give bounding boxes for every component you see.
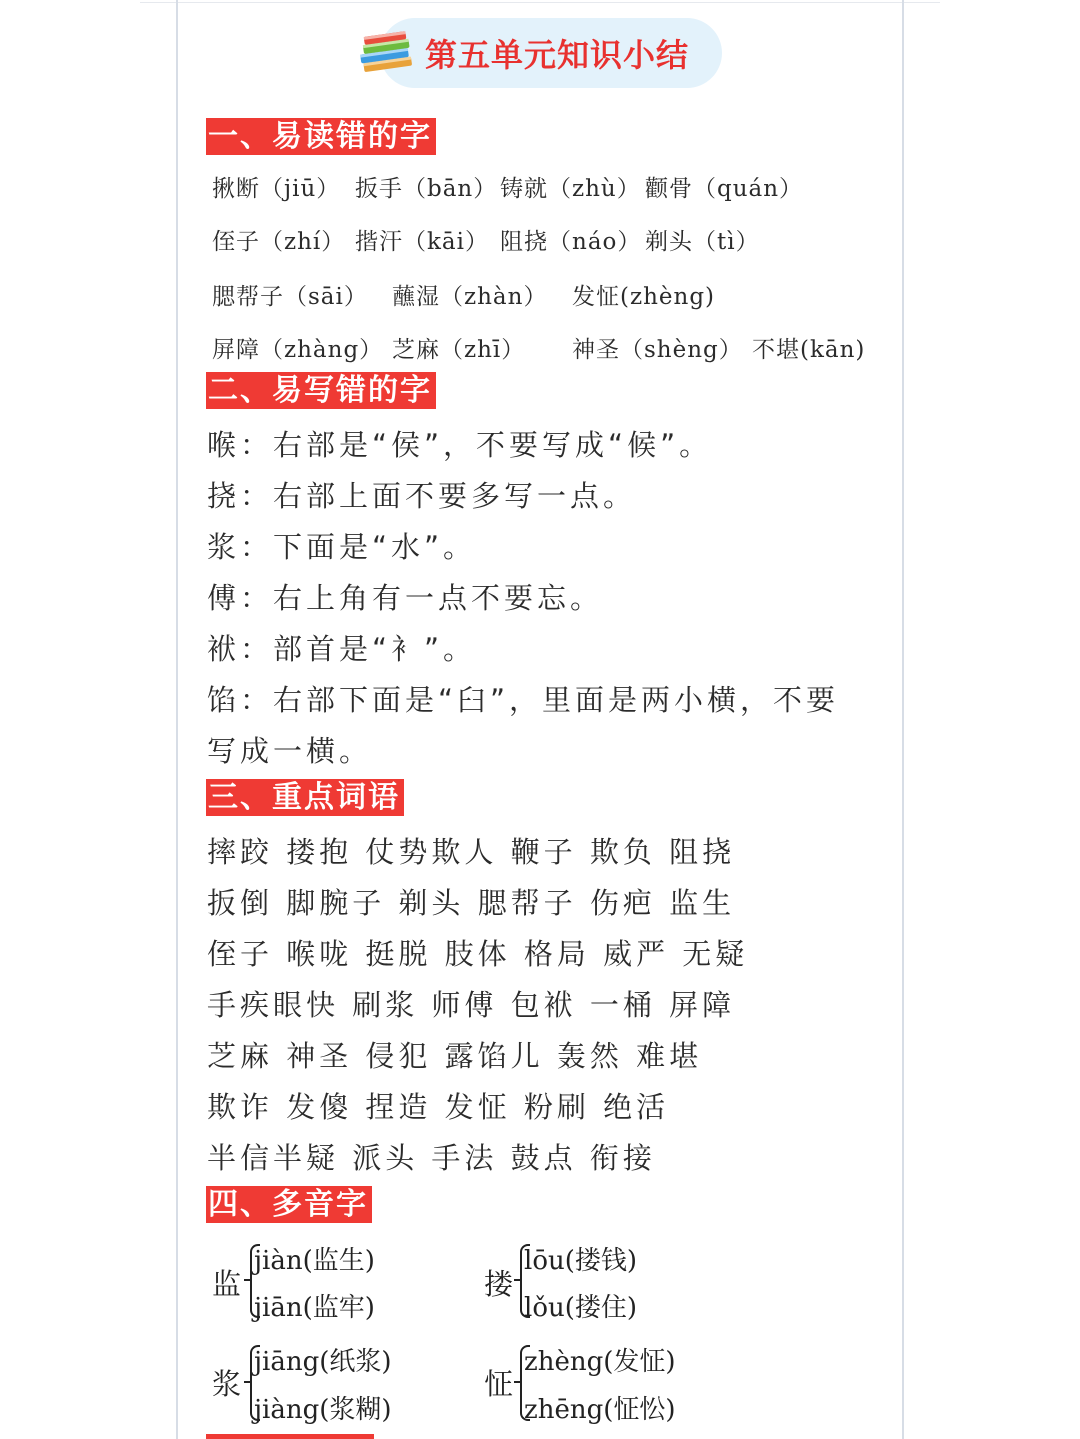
- text-line: 写成一横。: [207, 734, 373, 768]
- word-line: 半信半疑 派头 手法 鼓点 衔接: [207, 1141, 656, 1175]
- polyphonic-reading: jiàn(监生): [254, 1246, 375, 1276]
- brace-tip: [514, 1279, 520, 1281]
- top-rule: [140, 2, 940, 3]
- brace-tip: [244, 1279, 250, 1281]
- pinyin-item: 屏障（zhàng）: [212, 337, 384, 363]
- pinyin-item: 剃头（tì）: [645, 229, 760, 255]
- polyphonic-char: 监: [212, 1267, 242, 1301]
- pinyin-item: 侄子（zhí）: [212, 229, 346, 255]
- pinyin-item: 阻挠（náo）: [500, 229, 642, 255]
- word-line: 摔跤 搂抱 仗势欺人 鞭子 欺负 阻挠: [207, 835, 736, 869]
- pinyin-item: 颧骨（quán）: [645, 176, 804, 202]
- text-line: 袱：部首是“衤”。: [207, 632, 477, 666]
- pinyin-item: 揪断（jiū）: [212, 176, 341, 202]
- word-line: 侄子 喉咙 挺脱 肢体 格局 威严 无疑: [207, 937, 749, 971]
- polyphonic-char: 搂: [484, 1267, 514, 1301]
- books-stack-icon: [356, 30, 416, 74]
- pinyin-item: 蘸湿（zhàn）: [392, 284, 548, 310]
- brace-tip: [514, 1381, 520, 1383]
- pinyin-item: 发怔(zhèng): [572, 284, 716, 310]
- pinyin-item: 扳手（bān）: [355, 176, 498, 202]
- text-line: 喉：右部是“侯”，不要写成“候”。: [207, 428, 713, 462]
- section-heading-polyphonic: 四、多音字: [206, 1186, 372, 1223]
- polyphonic-char: 怔: [484, 1367, 514, 1401]
- pinyin-item: 不堪(kān): [752, 337, 866, 363]
- polyphonic-char: 浆: [212, 1367, 242, 1401]
- polyphonic-reading: lǒu(搂住): [524, 1293, 638, 1323]
- word-line: 欺诈 发傻 捏造 发怔 粉刷 绝活: [207, 1090, 670, 1124]
- pinyin-item: 揩汗（kāi）: [355, 229, 490, 255]
- word-line: 手疾眼快 刷浆 师傅 包袱 一桶 屏障: [207, 988, 736, 1022]
- section-heading-key-words: 三、重点词语: [206, 779, 404, 816]
- polyphonic-reading: lōu(搂钱): [524, 1246, 638, 1276]
- polyphonic-reading: zhēng(怔忪): [524, 1395, 676, 1425]
- pinyin-item: 腮帮子（sāi）: [212, 284, 368, 310]
- word-line: 扳倒 脚腕子 剃头 腮帮子 伤疤 监生: [207, 886, 736, 920]
- frame-right-line: [902, 0, 904, 1439]
- frame-left-line: [176, 0, 178, 1439]
- pinyin-item: 芝麻（zhī）: [392, 337, 526, 363]
- next-section-heading-edge: [206, 1434, 374, 1439]
- polyphonic-reading: zhèng(发怔): [524, 1347, 676, 1377]
- word-line: 芝麻 神圣 侵犯 露馅儿 轰然 难堪: [207, 1039, 703, 1073]
- polyphonic-reading: jiāng(纸浆): [254, 1347, 392, 1377]
- text-line: 挠：右部上面不要多写一点。: [207, 479, 637, 513]
- text-line: 傅：右上角有一点不要忘。: [207, 581, 604, 615]
- pinyin-item: 神圣（shèng）: [572, 337, 743, 363]
- section-heading-miswritten: 二、易写错的字: [206, 372, 436, 409]
- polyphonic-reading: jiàng(浆糊): [254, 1395, 392, 1425]
- text-line: 浆：下面是“水”。: [207, 530, 477, 564]
- brace-tip: [244, 1381, 250, 1383]
- text-line: 馅：右部下面是“臼”，里面是两小横，不要: [207, 683, 840, 717]
- section-heading-misread: 一、易读错的字: [206, 118, 436, 155]
- pinyin-item: 铸就（zhù）: [500, 176, 641, 202]
- page-title: 第五单元知识小结: [425, 36, 690, 74]
- polyphonic-reading: jiān(监牢): [254, 1293, 375, 1323]
